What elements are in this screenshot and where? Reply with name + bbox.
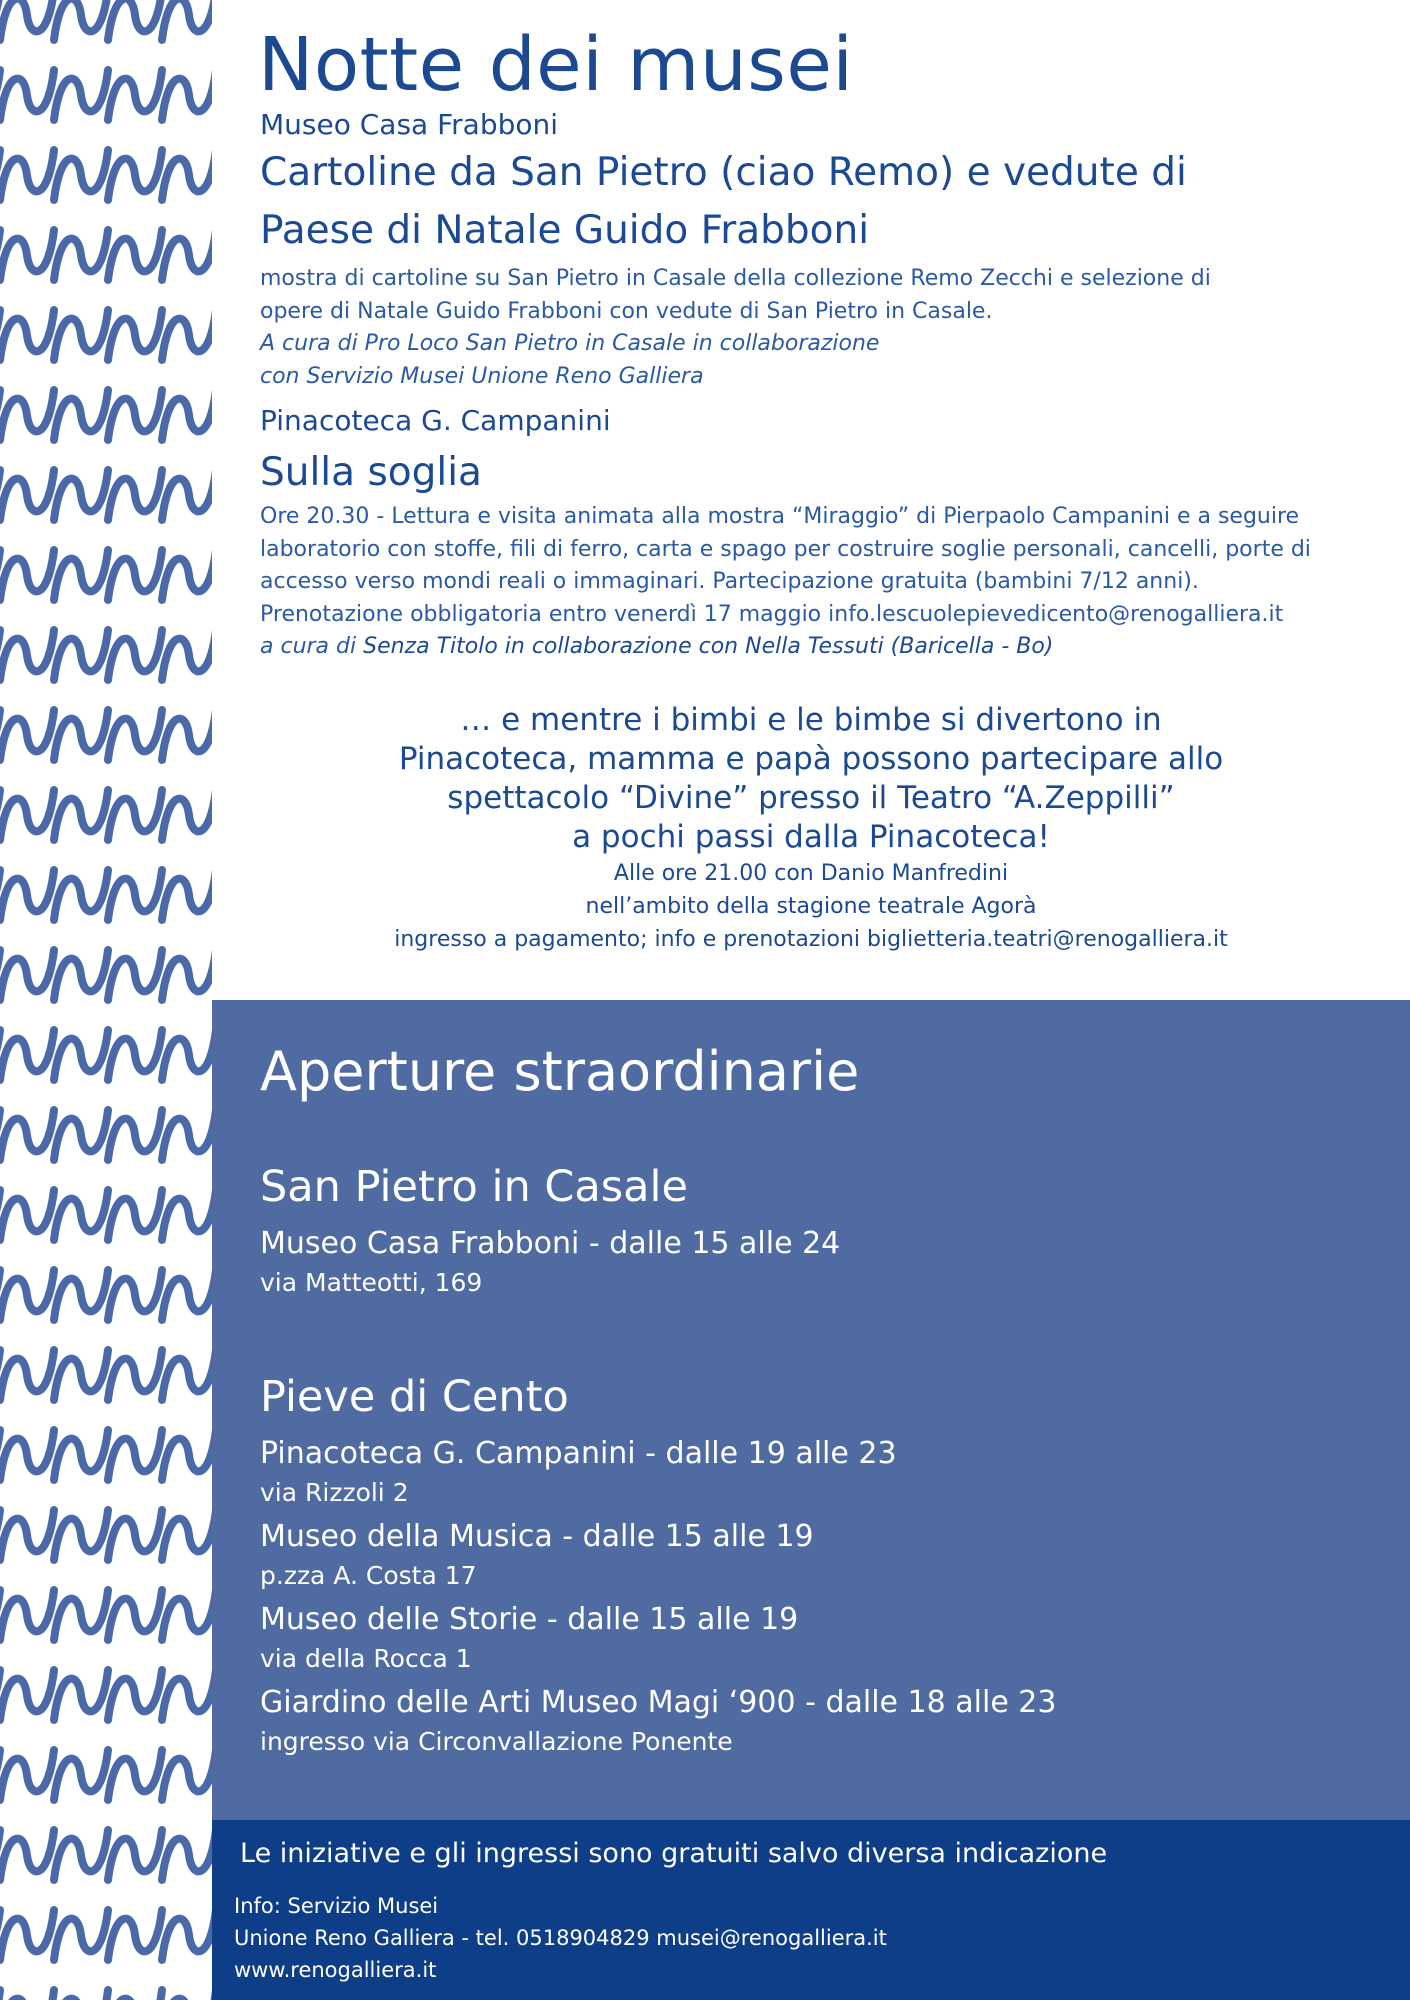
event2-credit	[260, 631, 1311, 664]
event2-venue: Pinacoteca G. Campanini	[260, 404, 611, 437]
event1-heading-line2: Paese di Natale Guido Frabboni	[260, 208, 870, 253]
wave-row	[0, 230, 212, 280]
wave-row	[0, 1910, 212, 1960]
wave-row	[0, 1430, 212, 1480]
promo-line2: Pinacoteca, mamma e papà possono partecipare allo	[398, 741, 1224, 777]
town-san-pietro-heading: San Pietro in Casale	[260, 1162, 688, 1212]
wave-row	[0, 150, 212, 200]
event1-desc-line2: opere di Natale Guido Frabboni con vedute di San Pietro in Casale.	[260, 298, 993, 324]
wave-row	[0, 70, 212, 120]
venue-giardino-arti-address: ingresso via Circonvallazione Ponente	[260, 1727, 733, 1756]
event1-description	[260, 263, 1211, 393]
footer-notice: Le iniziative e gli ingressi sono gratuiti salvo diversa indicazione	[240, 1838, 1108, 1869]
footer-info-line1: Info: Servizio Musei	[234, 1894, 439, 1918]
venue-museo-musica-address: p.zza A. Costa 17	[260, 1561, 477, 1590]
event2-description	[260, 501, 1311, 664]
wave-row	[0, 1350, 212, 1400]
event1-venue: Museo Casa Frabboni	[260, 108, 559, 141]
wave-row	[0, 870, 212, 920]
wave-row	[0, 0, 212, 40]
wave-row	[0, 1990, 212, 2000]
footer	[212, 1820, 1410, 2000]
event2-desc-line1: Ore 20.30 - Lettura e visita animata alla mostra “Miraggio” di Pierpaolo Campanini e a seguire	[260, 504, 1300, 529]
openings-section	[212, 1000, 1410, 1820]
openings-title: Aperture straordinarie	[260, 1040, 860, 1103]
promo-line1: … e mentre i bimbi e le bimbe si divertono in	[460, 702, 1162, 738]
event1-credit-line2: con Servizio Musei Unione Reno Galliera	[260, 363, 704, 389]
promo-line3: spettacolo “Divine” presso il Teatro “A.Zeppilli”	[447, 780, 1175, 816]
event2-desc-line2: laboratorio con stoffe, fili di ferro, carta e spago per costruire soglie personali, cancelli, porte di	[260, 536, 1311, 562]
promo-detail1: Alle ore 21.00 con Danio Manfredini	[613, 861, 1009, 886]
wave-row	[0, 1750, 212, 1800]
venue-casa-frabboni-address: via Matteotti, 169	[260, 1268, 483, 1297]
footer-info-line2: Unione Reno Galliera - tel. 0518904829 musei@renogalliera.it	[234, 1926, 887, 1950]
wave-row	[0, 950, 212, 1000]
page-title: Notte dei musei	[258, 22, 854, 108]
promo-detail2: nell’ambito della stagione teatrale Agorà	[585, 894, 1037, 919]
wave-row	[0, 1510, 212, 1560]
event1-heading-line1: Cartoline da San Pietro (ciao Remo) e vedute di	[260, 150, 1187, 195]
event2-heading: Sulla soglia	[260, 450, 482, 495]
wave-pattern-decoration	[0, 0, 212, 2000]
event2-credit-prefix: a cura di	[260, 634, 364, 659]
wave-row	[0, 630, 212, 680]
wave-row	[0, 390, 212, 440]
wave-row	[0, 1590, 212, 1640]
wave-row	[0, 1670, 212, 1720]
venue-casa-frabboni: Museo Casa Frabboni - dalle 15 alle 24	[260, 1226, 841, 1261]
event2-desc-line3: accesso verso mondi reali o immaginari. Partecipazione gratuita (bambini 7/12 anni).	[260, 569, 1199, 594]
wave-row	[0, 1110, 212, 1160]
wave-row	[0, 470, 212, 520]
promo-block	[212, 701, 1410, 956]
venue-museo-musica: Museo della Musica - dalle 15 alle 19	[260, 1519, 814, 1554]
venue-pinacoteca-address: via Rizzoli 2	[260, 1478, 409, 1507]
wave-row	[0, 550, 212, 600]
venue-museo-storie-address: via della Rocca 1	[260, 1644, 472, 1673]
event1-credit-line1: A cura di Pro Loco San Pietro in Casale in collaborazione	[260, 331, 880, 356]
wave-row	[0, 790, 212, 840]
event2-desc-line4: Prenotazione obbligatoria entro venerdì 17 maggio info.lescuolepievedicento@renogalliera.it	[260, 601, 1284, 627]
wave-row	[0, 1830, 212, 1880]
wave-row	[0, 1270, 212, 1320]
venue-museo-storie: Museo delle Storie - dalle 15 alle 19	[260, 1602, 799, 1637]
venue-giardino-arti: Giardino delle Arti Museo Magi ‘900 - dalle 18 alle 23	[260, 1685, 1057, 1720]
promo-detail3: ingresso a pagamento; info e prenotazioni biglietteria.teatri@renogalliera.it	[394, 927, 1228, 952]
promo-line4: a pochi passi dalla Pinacoteca!	[572, 819, 1050, 855]
event2-credit-rest: Senza Titolo in collaborazione con Nella Tessuti (Baricella - Bo)	[363, 634, 1054, 659]
wave-row	[0, 1030, 212, 1080]
wave-row	[0, 710, 212, 760]
footer-website-link[interactable]: www.renogalliera.it	[234, 1958, 437, 1982]
town-pieve-heading: Pieve di Cento	[260, 1372, 569, 1422]
event1-desc-line1: mostra di cartoline su San Pietro in Casale della collezione Remo Zecchi e selezione di	[260, 266, 1211, 291]
wave-row	[0, 310, 212, 360]
venue-pinacoteca: Pinacoteca G. Campanini - dalle 19 alle 23	[260, 1436, 897, 1471]
wave-row	[0, 1190, 212, 1240]
